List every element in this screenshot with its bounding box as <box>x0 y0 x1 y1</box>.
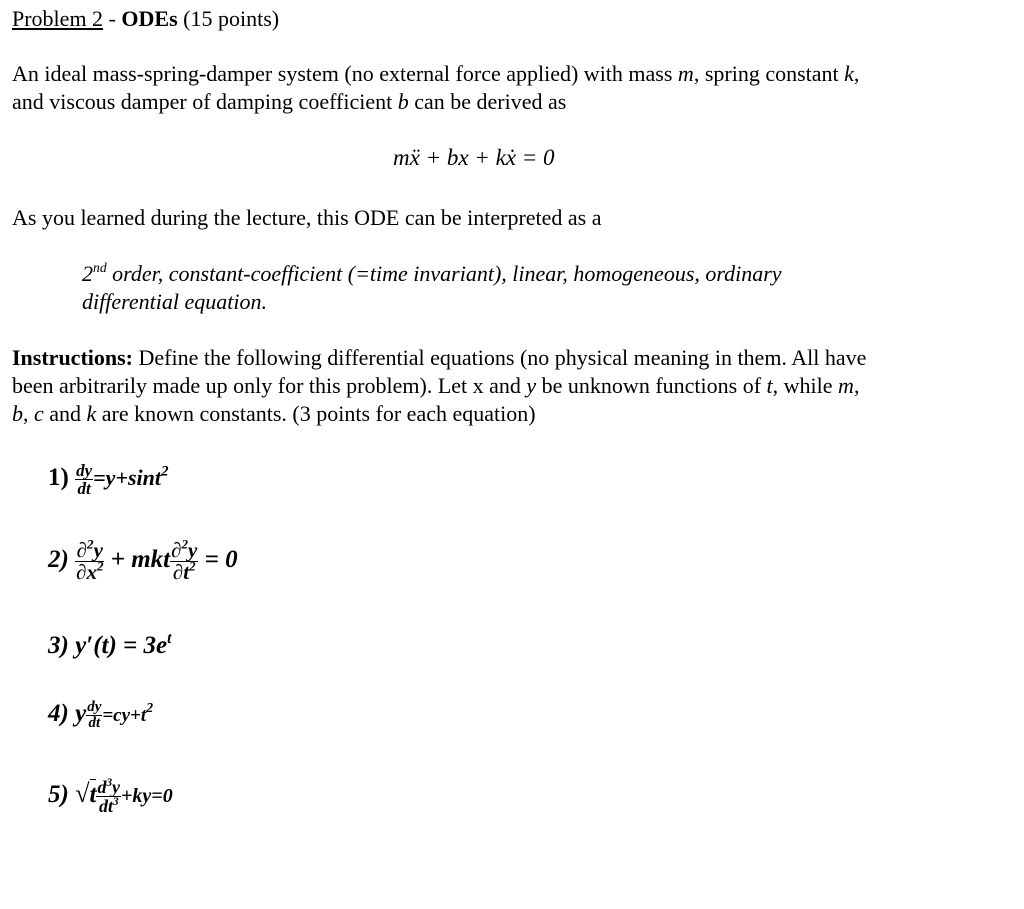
fraction: $\frac{d^3y}{dt^3}$ <box>97 776 121 816</box>
problem-title: Problem 2 - ODEs (15 points) <box>12 6 280 31</box>
equation-1: 1) $\frac{dy}{dt}$ =y+sint$^2$ <box>48 461 169 498</box>
instructions-line-3: b, c and k are known constants. (3 points for each equation) <box>12 401 536 426</box>
main-equation: mẍ + bx + kẋ = 0 <box>393 145 555 170</box>
instructions-line-2: been arbitrarily made up only for this problem). Let x and y be unknown functions of t, while m, <box>12 373 860 398</box>
lecture-text: As you learned during the lecture, this ODE can be interpreted as a <box>12 205 602 230</box>
fraction-2: $\frac{\partial^2y}{\partial t^2}$ <box>171 536 198 584</box>
equation-number: 5) <box>48 781 69 809</box>
problem-label: Problem 2 <box>12 6 104 31</box>
topic: ODEs <box>121 6 178 31</box>
equation-2: 2) $\frac{\partial^2y}{\partial x^2}$ + mkt $\frac{\partial^2y}{\partial t^2}$ = 0 <box>48 536 238 584</box>
equation-4: 4) y $\frac{dy}{dt}$ $=cy+t^2$ <box>48 699 154 731</box>
equation-number: 4) <box>48 700 69 728</box>
fraction: $\frac{dy}{dt}$ <box>76 461 93 498</box>
equation-number: 3) <box>48 632 69 659</box>
intro-line-1: An ideal mass-spring-damper system (no external force applied) with mass m, spring constant k, <box>12 61 860 86</box>
instructions-label: Instructions: <box>12 345 134 370</box>
equation-number: 2) <box>48 546 69 574</box>
classification-line-1: 2nd order, constant-coefficient (=time invariant), linear, homogeneous, ordinary <box>82 260 782 286</box>
points: (15 points) <box>183 6 280 31</box>
equation-3: 3) $y'(t) = 3e^t$ <box>48 629 172 659</box>
fraction-1: $\frac{\partial^2y}{\partial x^2}$ <box>76 536 104 584</box>
square-root: √t <box>75 779 97 809</box>
equation-number: 1) <box>48 464 69 492</box>
equation-5: 5) √t $\frac{d^3y}{dt^3}$ +ky=0 <box>48 776 173 816</box>
intro-line-2: and viscous damper of damping coefficient b can be derived as <box>12 89 567 114</box>
instructions-line-1: Instructions: Define the following differential equations (no physical meaning in them. All have <box>12 345 867 370</box>
fraction: $\frac{dy}{dt}$ <box>87 699 102 731</box>
classification-line-2: differential equation. <box>82 289 267 314</box>
